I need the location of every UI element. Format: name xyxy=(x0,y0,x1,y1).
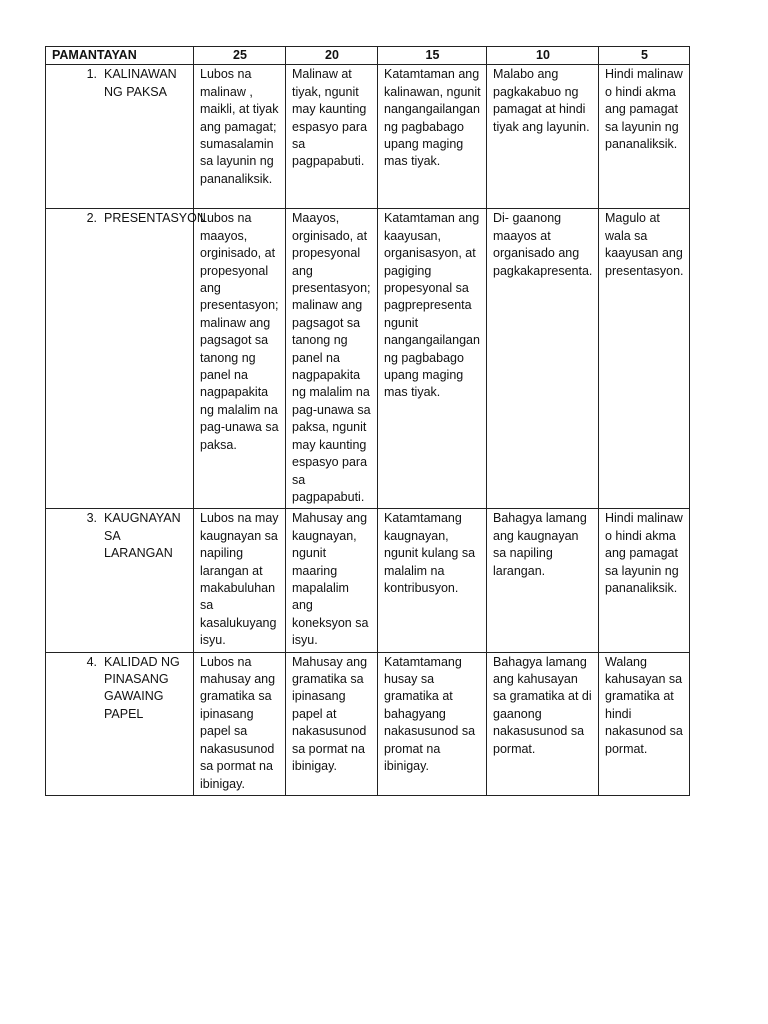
descriptor-cell-15: Katamtaman ang kalinawan, ngunit nangangailangan ng pagbabago upang maging mas tiyak. xyxy=(378,65,487,209)
header-score-25: 25 xyxy=(194,47,286,65)
header-score-5: 5 xyxy=(599,47,690,65)
table-row xyxy=(46,209,690,509)
descriptor-cell-20: Mahusay ang gramatika sa ipinasang papel at nakasusunod sa pormat na ibinigay. xyxy=(286,652,378,795)
criterion-cell xyxy=(46,652,194,795)
descriptor-cell-5: Walang kahusayan sa gramatika at hindi nakasunod sa pormat. xyxy=(599,652,690,795)
descriptor-cell-25: Lubos na may kaugnayan sa napiling larangan at makabuluhan sa kasalukuyang isyu. xyxy=(194,509,286,652)
descriptor-cell-15: Katamtaman ang kaayusan, organisasyon, at pagiging propesyonal sa pagprepresenta ngunit nangangailangan ng pagbabago upang maging mas tiyak. xyxy=(378,209,487,509)
descriptor-cell-20: Mahusay ang kaugnayan, ngunit maaring mapalalim ang koneksyon sa isyu. xyxy=(286,509,378,652)
descriptor-cell-20: Maayos, orginisado, at propesyonal ang presentasyon; malinaw ang pagsagot sa tanong ng panel na nagpapakita ng malalim na pag-unawa sa paksa, ngunit may kaunting espasyo para sa pagpapabuti. xyxy=(286,209,378,509)
table-row xyxy=(46,652,690,795)
descriptor-cell-25: Lubos na malinaw , maikli, at tiyak ang pamagat; sumasalamin sa layunin ng pananaliksik. xyxy=(194,65,286,209)
criterion-number: 2. xyxy=(86,211,97,226)
descriptor-cell-25: Lubos na mahusay ang gramatika sa ipinasang papel sa nakasusunod sa pormat na ibinigay. xyxy=(194,652,286,795)
descriptor-cell-15: Katamtamang husay sa gramatika at bahagyang nakasusunod sa promat na ibinigay. xyxy=(378,652,487,795)
descriptor-cell-15: Katamtamang kaugnayan, ngunit kulang sa malalim na kontribusyon. xyxy=(378,509,487,652)
criterion-name: KALIDAD NG PINASANG GAWAING PAPEL xyxy=(104,654,180,721)
descriptor-cell-10: Di- gaanong maayos at organisado ang pagkakapresenta. xyxy=(487,209,599,509)
descriptor-cell-5: Magulo at wala sa kaayusan ang presentasyon. xyxy=(599,209,690,509)
criterion-number: 1. xyxy=(86,67,97,82)
header-score-15: 15 xyxy=(378,47,487,65)
criterion-name: PRESENTASYON xyxy=(104,211,206,226)
criterion-cell xyxy=(46,65,194,209)
header-criteria: PAMANTAYAN xyxy=(46,47,194,65)
criterion-name: KAUGNAYAN SA LARANGAN xyxy=(104,511,181,561)
descriptor-cell-5: Hindi malinaw o hindi akma ang pamagat sa layunin ng pananaliksik. xyxy=(599,509,690,652)
criterion-number: 3. xyxy=(86,511,97,526)
table-row xyxy=(46,65,690,209)
rubric-table xyxy=(45,46,690,796)
descriptor-cell-25: Lubos na maayos, orginisado, at propesyonal ang presentasyon; malinaw ang pagsagot sa tanong ng panel na nagpapakita ng malalim na pag-unawa sa paksa. xyxy=(194,209,286,509)
header-row xyxy=(46,47,690,65)
descriptor-cell-10: Bahagya lamang ang kaugnayan sa napiling larangan. xyxy=(487,509,599,652)
descriptor-cell-5: Hindi malinaw o hindi akma ang pamagat sa layunin ng pananaliksik. xyxy=(599,65,690,209)
descriptor-cell-20: Malinaw at tiyak, ngunit may kaunting espasyo para sa pagpapabuti. xyxy=(286,65,378,209)
header-score-20: 20 xyxy=(286,47,378,65)
criterion-cell xyxy=(46,509,194,652)
criterion-number: 4. xyxy=(86,654,97,669)
header-score-10: 10 xyxy=(487,47,599,65)
criterion-name: KALINAWAN NG PAKSA xyxy=(104,67,177,99)
criterion-cell xyxy=(46,209,206,509)
descriptor-cell-10: Bahagya lamang ang kahusayan sa gramatika at di gaanong nakasusunod sa pormat. xyxy=(487,652,599,795)
table-row xyxy=(46,509,690,652)
descriptor-cell-10: Malabo ang pagkakabuo ng pamagat at hindi tiyak ang layunin. xyxy=(487,65,599,209)
